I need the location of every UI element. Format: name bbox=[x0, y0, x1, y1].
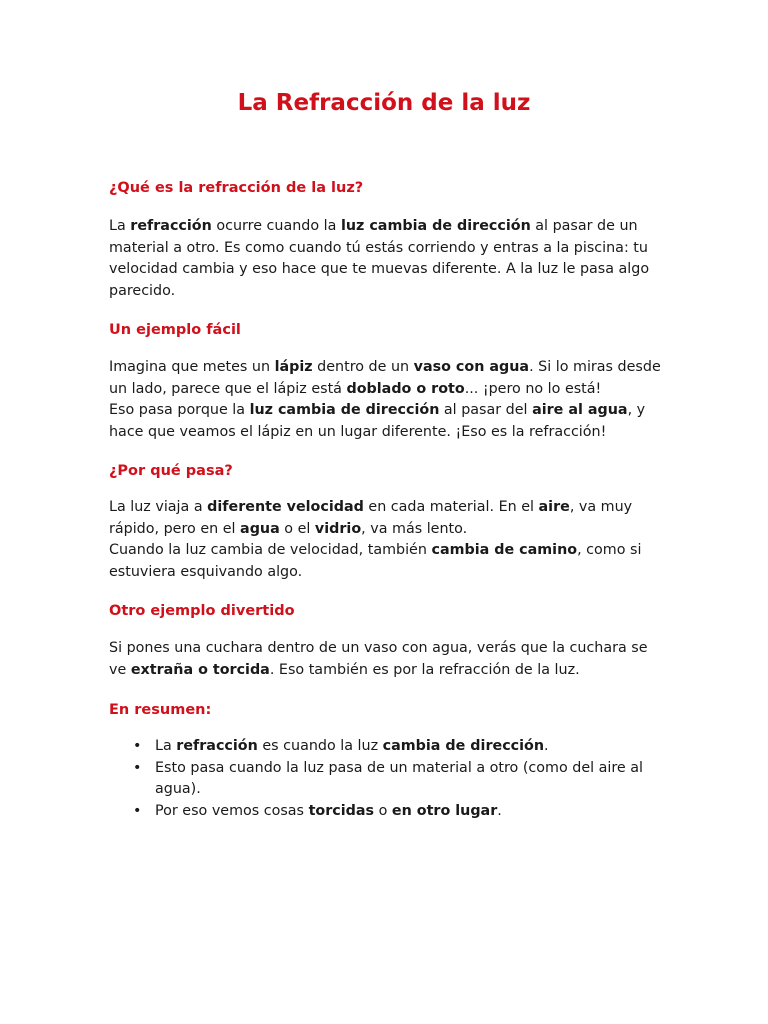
bullet-icon: • bbox=[133, 802, 142, 819]
bold-run: refracción bbox=[130, 218, 212, 234]
text-run: . bbox=[497, 802, 502, 819]
text-run: , como si estuviera esquivando algo. bbox=[109, 542, 642, 580]
paragraph-definition bbox=[109, 216, 669, 302]
text-run: , y hace que veamos el lápiz en un lugar diferente. ¡Eso es la refracción! bbox=[109, 402, 646, 440]
bold-run: en otro lugar bbox=[391, 802, 498, 819]
text-run: , va muy rápido, pero en el bbox=[109, 499, 633, 537]
bold-run: refracción bbox=[176, 738, 258, 754]
bold-run: extraña o torcida bbox=[130, 661, 270, 678]
paragraph-spoon-example bbox=[109, 638, 669, 681]
bold-run: doblado o roto bbox=[346, 380, 465, 397]
text-run: o el bbox=[279, 520, 315, 537]
bold-run: vaso con agua bbox=[413, 359, 530, 375]
text-run: Por eso vemos cosas bbox=[155, 802, 309, 819]
section-heading-fun-example: Otro ejemplo divertido bbox=[109, 603, 295, 619]
text-run: en cada material. En el bbox=[363, 499, 539, 515]
text-run: Cuando la luz cambia de velocidad, también bbox=[109, 542, 432, 558]
summary-list bbox=[109, 736, 649, 822]
section-heading-summary: En resumen: bbox=[109, 702, 212, 718]
text-run: al pasar de un material a otro. Es como cuando tú estás corriendo y entras a la piscina: tu velocidad cambia y eso hace que te muevas diferente. A la luz le pasa algo parecido. bbox=[109, 218, 650, 299]
paragraph-speed bbox=[109, 497, 669, 583]
text-run: , va más lento. bbox=[361, 520, 468, 537]
bold-run: aire al agua bbox=[532, 402, 628, 418]
bold-run: cambia de camino bbox=[431, 542, 578, 558]
text-run: La luz viaja a bbox=[109, 499, 208, 515]
list-item bbox=[109, 736, 649, 758]
text-run: Esto pasa cuando la luz pasa de un material a otro (como del aire al agua). bbox=[155, 759, 644, 797]
bold-run: luz cambia de dirección bbox=[340, 218, 531, 234]
text-run: La bbox=[155, 738, 177, 754]
bold-run: aire bbox=[538, 499, 570, 515]
text-run: es cuando la luz bbox=[257, 738, 383, 754]
text-run: dentro de un bbox=[312, 359, 414, 375]
text-run: Imagina que metes un bbox=[109, 359, 275, 375]
list-item bbox=[109, 758, 649, 801]
text-run: Si pones una cuchara dentro de un vaso con agua, verás que la cuchara se ve bbox=[109, 640, 648, 678]
text-run: ocurre cuando la bbox=[211, 218, 341, 234]
bold-run: lápiz bbox=[274, 359, 313, 375]
bold-run: torcidas bbox=[308, 802, 375, 819]
bullet-icon: • bbox=[133, 759, 142, 776]
text-run: . Si lo miras desde un lado, parece que el lápiz está bbox=[109, 359, 661, 397]
bold-run: agua bbox=[240, 520, 280, 537]
text-run: Eso pasa porque la bbox=[109, 402, 250, 418]
text-run: o bbox=[374, 802, 392, 819]
text-run: ... ¡pero no lo está! bbox=[464, 380, 602, 397]
document-title: La Refracción de la luz bbox=[237, 90, 531, 116]
text-run: . Eso también es por la refracción de la luz. bbox=[269, 661, 580, 678]
section-heading-why: ¿Por qué pasa? bbox=[109, 463, 233, 479]
bold-run: vidrio bbox=[314, 520, 362, 537]
text-run: . bbox=[544, 738, 549, 754]
bold-run: diferente velocidad bbox=[207, 499, 364, 515]
bullet-icon: • bbox=[133, 738, 142, 754]
text-run: al pasar del bbox=[439, 402, 533, 418]
text-run: La bbox=[109, 218, 131, 234]
bold-run: cambia de dirección bbox=[382, 738, 545, 754]
section-heading-what-is: ¿Qué es la refracción de la luz? bbox=[109, 180, 364, 196]
bold-run: luz cambia de dirección bbox=[249, 402, 440, 418]
paragraph-pencil-example bbox=[109, 357, 669, 443]
list-item bbox=[109, 801, 649, 823]
section-heading-easy-example: Un ejemplo fácil bbox=[109, 322, 241, 338]
